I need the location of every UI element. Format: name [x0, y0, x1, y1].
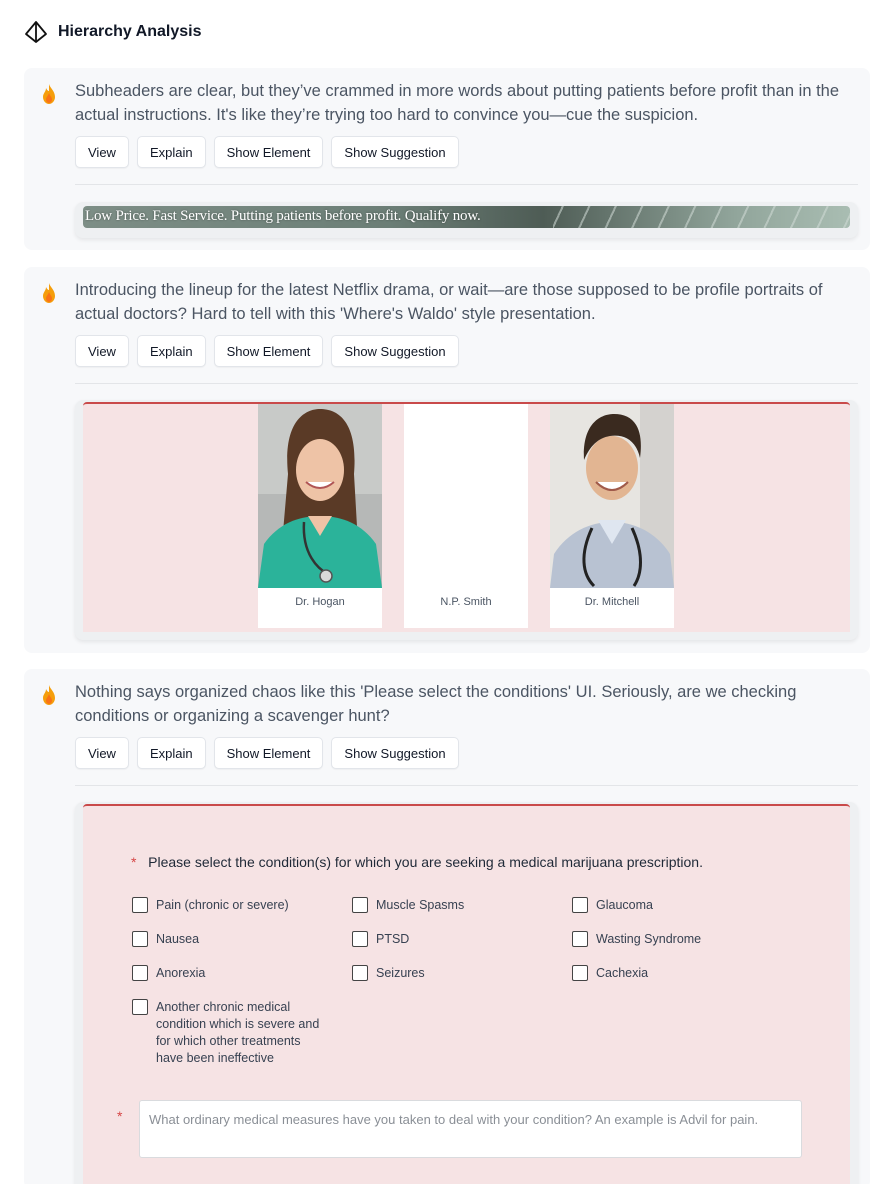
explain-button[interactable]: Explain: [137, 335, 206, 367]
option-label: Seizures: [376, 966, 425, 980]
option-label: Pain (chronic or severe): [156, 898, 289, 912]
checkbox[interactable]: [572, 897, 588, 913]
option-label: Muscle Spasms: [376, 898, 465, 912]
condition-option[interactable]: [132, 999, 322, 1067]
doctor-card: [550, 404, 674, 628]
doctor-name: N.P. Smith: [440, 596, 492, 608]
checkbox[interactable]: [352, 965, 368, 981]
checkbox[interactable]: [132, 897, 148, 913]
analysis-comment: Introducing the lineup for the latest Netflix drama, or wait—are those supposed to be profile portraits of actual doctors? Hard to tell with this 'Where's Waldo' style presentation.: [75, 281, 823, 323]
divider: [75, 184, 858, 185]
action-buttons: [75, 737, 459, 769]
checkbox[interactable]: [572, 931, 588, 947]
element-preview: [75, 400, 858, 640]
doctor-photo: [550, 404, 674, 588]
condition-option[interactable]: [132, 965, 205, 982]
condition-option[interactable]: [572, 965, 648, 982]
condition-option[interactable]: [572, 897, 653, 914]
analysis-comment: Nothing says organized chaos like this 'Please select the conditions' UI. Seriously, are we checking conditions or organizing a scavenger hunt?: [75, 683, 797, 725]
divider: [75, 383, 858, 384]
option-label: PTSD: [376, 932, 410, 946]
page-header: [24, 18, 201, 46]
banner-headline: Low Price. Fast Service. Putting patients before profit. Qualify now.: [85, 208, 481, 224]
divider: [75, 785, 858, 786]
doctor-name: Dr. Hogan: [295, 596, 345, 608]
fire-icon: [40, 83, 58, 105]
doctor-photo-missing: [404, 404, 528, 588]
view-button[interactable]: View: [75, 335, 129, 367]
element-preview: [75, 202, 858, 238]
checkbox[interactable]: [572, 965, 588, 981]
analysis-card-2: [24, 267, 870, 653]
prism-icon: [24, 20, 48, 44]
question-text: Please select the condition(s) for which you are seeking a medical marijuana prescription.: [148, 854, 703, 870]
explain-button[interactable]: Explain: [137, 737, 206, 769]
analysis-card-1: [24, 68, 870, 250]
required-marker: *: [131, 854, 137, 870]
option-label: Another chronic medical condition which is severe and for which other treatments have been ineffective: [156, 1000, 320, 1065]
checkbox[interactable]: [132, 999, 148, 1015]
explain-button[interactable]: Explain: [137, 136, 206, 168]
show-suggestion-button[interactable]: Show Suggestion: [331, 136, 458, 168]
condition-option[interactable]: [572, 931, 701, 948]
condition-option[interactable]: [352, 965, 425, 982]
option-label: Nausea: [156, 932, 200, 946]
condition-option[interactable]: [132, 931, 199, 948]
checkbox[interactable]: [132, 931, 148, 947]
condition-option[interactable]: [352, 897, 464, 914]
show-element-button[interactable]: Show Element: [214, 737, 324, 769]
required-marker: *: [117, 1108, 123, 1124]
fire-icon: [40, 684, 58, 706]
keyboard-image: [553, 206, 850, 228]
show-element-button[interactable]: Show Element: [214, 335, 324, 367]
doctor-card: [404, 404, 528, 628]
doctor-photo: [258, 404, 382, 588]
condition-option[interactable]: [132, 897, 289, 914]
view-button[interactable]: View: [75, 136, 129, 168]
analysis-card-3: [24, 669, 870, 1184]
option-label: Glaucoma: [596, 898, 653, 912]
hero-banner-image: [83, 206, 850, 228]
action-buttons: [75, 335, 459, 367]
question-label: [131, 854, 703, 870]
option-label: Anorexia: [156, 966, 206, 980]
analysis-comment: Subheaders are clear, but they’ve crammed in more words about putting patients before profit than in the actual instructions. It's like they’re trying too hard to convince you—cue the suspicion.: [75, 82, 840, 124]
action-buttons: [75, 136, 459, 168]
show-element-button[interactable]: Show Element: [214, 136, 324, 168]
show-suggestion-button[interactable]: Show Suggestion: [331, 335, 458, 367]
doctor-name: Dr. Mitchell: [584, 596, 640, 608]
page-title: Hierarchy Analysis: [58, 23, 202, 40]
fire-icon: [40, 282, 58, 304]
option-label: Cachexia: [596, 966, 649, 980]
checkbox[interactable]: [352, 931, 368, 947]
show-suggestion-button[interactable]: Show Suggestion: [331, 737, 458, 769]
doctors-section: [83, 402, 850, 632]
doctor-card: [258, 404, 382, 628]
element-preview: [75, 802, 858, 1184]
option-label: Wasting Syndrome: [596, 932, 702, 946]
checkbox[interactable]: [352, 897, 368, 913]
condition-option[interactable]: [352, 931, 409, 948]
medical-measures-textarea[interactable]: What ordinary medical measures have you taken to deal with your condition? An example is Advil for pain.: [139, 1100, 802, 1158]
checkbox[interactable]: [132, 965, 148, 981]
view-button[interactable]: View: [75, 737, 129, 769]
conditions-form: [83, 804, 850, 1184]
